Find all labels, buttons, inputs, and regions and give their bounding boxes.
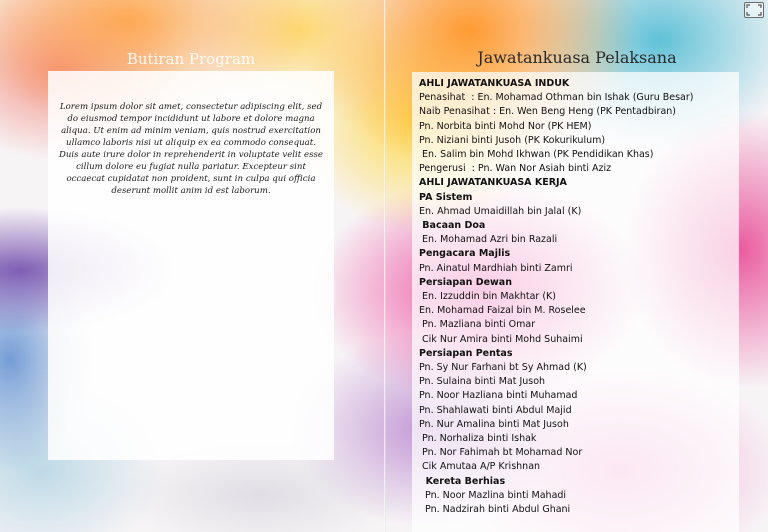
expand-icon[interactable] [744, 2, 764, 18]
committee-member: Naib Penasihat : En. Wen Beng Heng (PK Pentadbiran) [419, 106, 677, 118]
committee-heading: PA Sistem [419, 191, 473, 203]
committee-member: En. Mohamad Azri bin Razali [419, 234, 558, 246]
committee-member: Pn. Norbita binti Mohd Nor (PK HEM) [419, 120, 592, 132]
committee-member: Pn. Mazliana binti Omar [419, 319, 536, 331]
committee-heading: Persiapan Pentas [419, 347, 513, 359]
committee-member: Pn. Ainatul Mardhiah binti Zamri [419, 262, 573, 274]
committee-heading: AHLI JAWATANKUASA KERJA [419, 177, 567, 189]
committee-member: En. Ahmad Umaidillah bin Jalal (K) [419, 205, 582, 217]
committee-member: Pn. Nur Amalina binti Mat Jusoh [419, 418, 569, 430]
committee-member: Cik Amutaa A/P Krishnan [419, 461, 541, 473]
committee-member: Pn. Shahlawati binti Abdul Majid [419, 404, 572, 416]
committee-member: Pn. Nadzirah binti Abdul Ghani [419, 504, 571, 516]
committee-heading: Kereta Berhias [419, 475, 506, 487]
program-details-text: Lorem ipsum dolor sit amet, consectetur adipiscing elit, sed do eiusmod tempor incididunt ut labore et dolore magna aliqua. Ut enim ad minim veniam, quis nostrud exercitation ullamco laboris nisi ut aliquip ex ea commodo consequat. Duis aute irure dolor in reprehenderit in voluptate velit esse cillum dolore eu fugiat nulla pariatur. Excepteur sint occaecat cupidatat non proident, sunt in culpa qui officia deserunt mollit anim id est laborum. [59, 102, 323, 196]
program-details-panel [48, 71, 334, 460]
committee-member: En. Izzuddin bin Makhtar (K) [419, 291, 556, 303]
committee-member: Pn. Nor Fahimah bt Mohamad Nor [419, 447, 583, 459]
committee-heading: Bacaan Doa [419, 220, 486, 232]
committee-member: Pengerusi : Pn. Wan Nor Asiah binti Aziz [419, 163, 612, 175]
committee-member: Pn. Sy Nur Farhani bt Sy Ahmad (K) [419, 362, 587, 374]
left-page-title: Butiran Program [126, 50, 256, 68]
committee-list [419, 77, 739, 517]
committee-member: Pn. Noor Mazlina binti Mahadi [419, 489, 567, 501]
committee-member: Cik Nur Amira binti Mohd Suhaimi [419, 333, 583, 345]
committee-heading: Persiapan Dewan [419, 276, 512, 288]
committee-member: Penasihat : En. Mohamad Othman bin Ishak (Guru Besar) [419, 92, 694, 104]
committee-member: Pn. Niziani binti Jusoh (PK Kokurikulum) [419, 134, 606, 146]
committee-member: Pn. Norhaliza binti Ishak [419, 433, 537, 445]
committee-member: En. Salim bin Mohd Ikhwan (PK Pendidikan Khas) [419, 149, 654, 161]
committee-member: Pn. Sulaina binti Mat Jusoh [419, 376, 546, 388]
committee-heading: AHLI JAWATANKUASA INDUK [419, 78, 570, 89]
page-fold [384, 0, 386, 532]
committee-member: En. Mohamad Faizal bin M. Roselee [419, 305, 586, 317]
committee-heading: Pengacara Majlis [419, 248, 511, 260]
committee-member: Pn. Noor Hazliana binti Muhamad [419, 390, 578, 402]
right-page-title: Jawatankuasa Pelaksana [477, 48, 677, 67]
